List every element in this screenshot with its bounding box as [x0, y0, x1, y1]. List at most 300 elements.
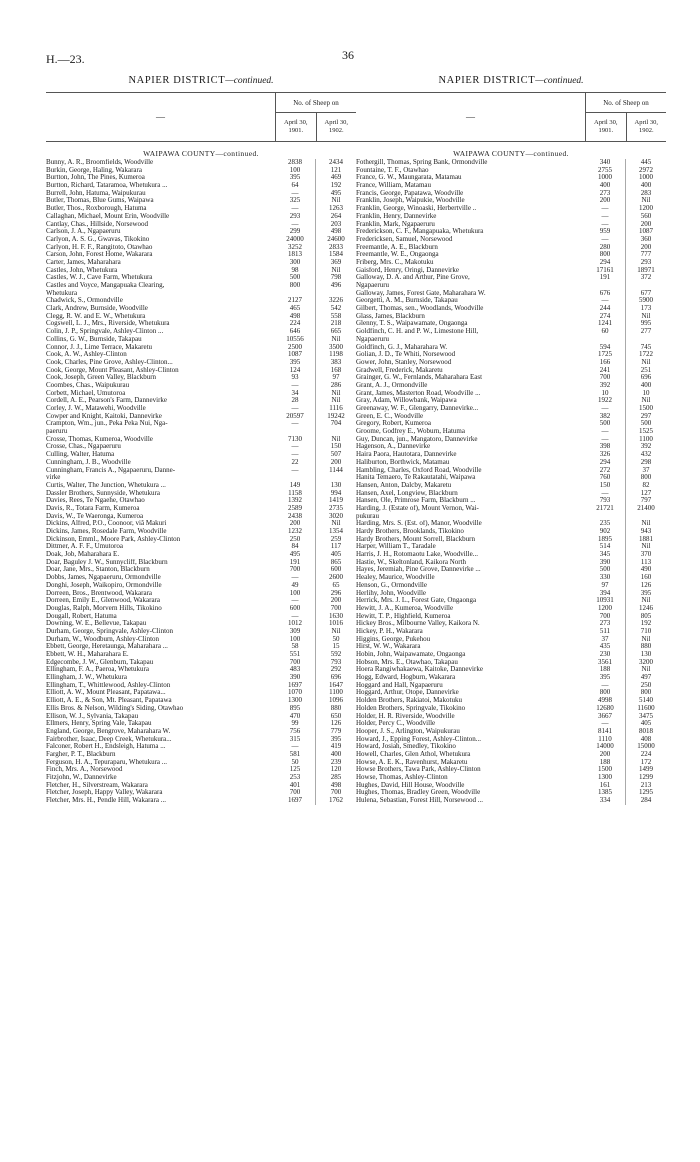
owner-name: Cook, Joseph, Green Valley, Blackburn: [46, 374, 157, 382]
sheep-1901: —: [585, 682, 626, 690]
sheep-1901: —: [585, 405, 626, 413]
owner-name: Culling, Walter, Hatuma: [46, 451, 115, 459]
owner-name: Fountaine, T. F., Otawhao: [356, 166, 429, 174]
sheep-1901: 1385: [585, 789, 626, 797]
sheep-1902: 18971: [637, 266, 655, 274]
owner-name: Cowper and Knight, Kaitoki, Dannevirke: [46, 412, 162, 420]
sheep-1902: 213: [640, 781, 652, 789]
sheep-1901: 395: [275, 174, 316, 182]
owner-name: Burrell, John, Hatuma, Waipukurau: [46, 189, 146, 197]
sheep-1902: [316, 428, 356, 436]
owner-name: Fitzjohn, W., Dannevirke: [46, 774, 117, 781]
sheep-1901: —: [275, 443, 316, 451]
owner-name: Hastie, W., Skeltonland, Kaikora North: [356, 558, 467, 566]
table-row: [46, 197, 356, 205]
sheep-1901: 902: [585, 528, 626, 536]
table-row: [46, 390, 356, 398]
sheep-1901: 315: [275, 736, 316, 744]
sheep-1902: 798: [330, 274, 342, 282]
table-header: [356, 92, 666, 142]
table-row: [46, 205, 356, 213]
owner-name: Glass, James, Blackburn: [356, 312, 425, 320]
table-row: [356, 651, 666, 659]
sheep-1902: 200: [640, 243, 652, 251]
sheep-1902: 173: [640, 305, 652, 313]
owner-name: Castles and Voyce, Mangapuaka Clearing,: [46, 282, 165, 289]
sheep-1901: 390: [585, 559, 626, 567]
owner-name: Healey, Maurice, Woodville: [356, 574, 435, 582]
table-row: [46, 597, 356, 605]
sheep-1902: Nil: [641, 358, 651, 366]
sheep-1902: 298: [640, 458, 652, 466]
sheep-1901: [585, 336, 626, 344]
owner-name: Corbett, Michael, Umutoroa: [46, 389, 126, 397]
sheep-1901: 97: [585, 582, 626, 590]
owner-name: Ellingham, T., Whittlewood, Ashley-Clinton: [46, 681, 171, 689]
table-row: [356, 613, 666, 621]
sheep-1901: —: [275, 405, 316, 413]
sheep-1901: 1232: [275, 528, 316, 536]
table-row: [46, 789, 356, 797]
table-row: [46, 513, 356, 521]
table-row: [46, 297, 356, 305]
sheep-1902: 200: [640, 220, 652, 228]
owner-name: Connor, J. J., Lime Terrace, Makaretu: [46, 343, 153, 351]
table-row: [46, 228, 356, 236]
owner-name: Hooper, J. S., Arlington, Waipukurau: [356, 727, 460, 735]
table-row: [46, 382, 356, 390]
sheep-1902: 1198: [329, 351, 343, 359]
owner-name: Dougall, Robert, Hatuma: [46, 612, 117, 620]
table-row: [356, 797, 666, 805]
sheep-1901: 272: [585, 467, 626, 475]
table-row: [356, 713, 666, 721]
table-row: [46, 159, 356, 167]
sheep-1901: 84: [275, 543, 316, 551]
sheep-1901: 37: [585, 636, 626, 644]
owner-name: paeruru: [46, 428, 68, 436]
owner-name: Galloway, D. A. and Arthur, Pine Grove,: [356, 274, 470, 282]
sheep-1902: 542: [330, 305, 342, 313]
sheep-1901: 7130: [275, 436, 316, 444]
table-row: [46, 505, 356, 513]
table-row: [356, 221, 666, 229]
sheep-1901: 334: [585, 797, 626, 805]
owner-name: Elliott, A. W., Mount Pleasant, Papatawa...: [46, 689, 166, 697]
sheep-1901: 330: [585, 574, 626, 582]
table-row: [46, 174, 356, 182]
sheep-1902: 372: [640, 274, 652, 282]
sheep-1902: 250: [640, 681, 652, 689]
sheep-1902: 5900: [639, 297, 653, 305]
sheep-1902: 797: [640, 497, 652, 505]
owner-name: Hickey, P. H., Wakarara: [356, 627, 423, 635]
table-row: [356, 167, 666, 175]
table-row: [46, 420, 356, 428]
table-row: [46, 574, 356, 582]
owner-name: Donghi, Joseph, Waikopiro, Ormondville: [46, 581, 162, 589]
sheep-1901: 244: [585, 305, 626, 313]
sheep-1902: 1299: [639, 774, 653, 781]
sheep-1902: 5140: [639, 697, 653, 705]
sheep-1901: [585, 513, 626, 521]
sheep-1901: 3252: [275, 244, 316, 252]
owner-name: Crosse, Thomas, Kumeroa, Woodville: [46, 435, 153, 443]
sheep-1902: Nil: [331, 435, 341, 443]
table-row: [356, 413, 666, 421]
sheep-1901: 1813: [275, 251, 316, 259]
page-identifier: H.—23.: [46, 52, 85, 66]
owner-name: Fairbrother, Isaac, Deep Creek, Whetukura...: [46, 735, 172, 743]
sheep-1901: 17161: [585, 267, 626, 275]
table-row: [356, 420, 666, 428]
sheep-1902: Nil: [331, 389, 341, 397]
sheep-1902: 360: [640, 235, 652, 243]
sheep-1901: 100: [275, 636, 316, 644]
sheep-1902: 700: [330, 604, 342, 612]
owner-name: Cordell, A. E., Pearson's Farm, Dannevirke: [46, 397, 168, 405]
owner-name: Fredericksen, Samuel, Norsewood: [356, 235, 453, 243]
sheep-1902: Nil: [641, 635, 651, 643]
header-sheep-group: No. of Sheep on: [276, 93, 356, 113]
table-row: [356, 736, 666, 744]
sheep-1901: 191: [275, 559, 316, 567]
sheep-1902: 498: [330, 228, 342, 236]
sheep-1902: 3020: [329, 512, 343, 520]
sheep-1901: 1012: [275, 620, 316, 628]
sheep-1902: 286: [330, 381, 342, 389]
sheep-1902: 126: [330, 720, 342, 728]
sheep-1902: 495: [330, 189, 342, 197]
owner-name: Carlyon, A. S. G., Gwavas, Tikokino: [46, 235, 150, 243]
table-row: [356, 159, 666, 167]
sheep-1902: 419: [330, 743, 342, 751]
sheep-1901: —: [585, 297, 626, 305]
sheep-1901: 500: [585, 566, 626, 574]
table-row: [46, 413, 356, 421]
sheep-1902: Nil: [641, 312, 651, 320]
sheep-1902: 224: [640, 750, 652, 758]
sheep-1901: 293: [275, 213, 316, 221]
sheep-1902: 1246: [639, 604, 653, 612]
owner-name: Davis, W., Te Waeronga, Kumeroa: [46, 512, 144, 520]
table-row: [356, 467, 666, 475]
table-row: [356, 505, 666, 513]
sheep-1902: 395: [640, 589, 652, 597]
sheep-1902: 3200: [639, 658, 653, 666]
sheep-1902: 2972: [639, 166, 653, 174]
owner-name: Goldfinch, C. H. and P. W., Limestone Hill,: [356, 328, 479, 336]
sheep-1902: 1354: [329, 528, 343, 535]
sheep-1901: 756: [275, 728, 316, 736]
sheep-1901: 1697: [275, 682, 316, 690]
table-row: [46, 320, 356, 328]
sheep-1902: 1200: [639, 205, 653, 213]
owner-name: Cook, George, Mount Pleasant, Ashley-Clinton: [46, 366, 179, 374]
table-row: [356, 374, 666, 382]
header-1901: April 30, 1901.: [276, 113, 317, 141]
owner-name: Fletcher, H., Silverstream, Wakarara: [46, 781, 148, 789]
owner-name: Guy, Duncan, jun., Mangatoro, Dannevirke: [356, 435, 478, 443]
sheep-1902: 297: [640, 412, 652, 420]
sheep-1901: 1087: [275, 351, 316, 359]
sheep-1901: 800: [275, 282, 316, 290]
sheep-1902: 203: [330, 220, 342, 228]
table-header: [46, 92, 356, 142]
sheep-1901: 700: [275, 789, 316, 797]
table-row: [356, 443, 666, 451]
header-name-column: —: [46, 93, 276, 141]
sheep-1901: 1241: [585, 320, 626, 328]
owner-name: Ngapaeruru: [356, 335, 390, 343]
sheep-1902: 2600: [329, 574, 343, 582]
sheep-1902: 600: [330, 566, 342, 574]
sheep-1902: 10: [642, 389, 650, 397]
owner-name: England, George, Bengrove, Maharahara W.: [46, 727, 171, 735]
table-row: [46, 374, 356, 382]
sheep-1902: 296: [330, 589, 342, 597]
table-row: [356, 305, 666, 313]
table-row: [46, 620, 356, 628]
owner-name: Coombes, Chas., Waipukurau: [46, 381, 130, 389]
sheep-1902: 150: [330, 443, 342, 451]
owner-name: Fletcher, Mrs. H., Pendle Hill, Wakarara ...: [46, 797, 166, 805]
sheep-1902: 130: [330, 481, 342, 489]
sheep-1902: 369: [330, 258, 342, 266]
owner-name: Dickins, James, Rosedale Farm, Woodville: [46, 528, 167, 535]
sheep-1901: 395: [585, 674, 626, 682]
sheep-1901: 191: [585, 274, 626, 282]
sheep-1902: 665: [330, 328, 342, 336]
sheep-1901: 500: [275, 274, 316, 282]
table-row: [46, 251, 356, 259]
table-row: [46, 720, 356, 728]
owner-name: Corley, J. W., Matawehi, Woodville: [46, 405, 146, 412]
owner-name: Hoggard, Arthur, Otope, Dannevirke: [356, 689, 459, 697]
table-row: [46, 636, 356, 644]
owner-name: Colin, J. P., Springvale, Ashley-Clinton ...: [46, 328, 164, 336]
owner-name: Dickinson, Emml., Moore Park, Ashley-Clinton: [46, 535, 181, 543]
table-row: [46, 728, 356, 736]
sheep-1902: 192: [640, 620, 652, 628]
table-row: [356, 559, 666, 567]
table-row: [356, 536, 666, 544]
table-row: [356, 582, 666, 590]
sheep-1902: 1499: [639, 766, 653, 774]
sheep-1901: 200: [585, 197, 626, 205]
sheep-1901: 345: [585, 551, 626, 559]
sheep-1902: 490: [640, 566, 652, 574]
owner-name: Dobbs, James, Ngapaeruru, Ormondville: [46, 574, 161, 582]
sheep-1901: 2500: [275, 344, 316, 352]
table-row: [46, 605, 356, 613]
sheep-1901: 1392: [275, 497, 316, 505]
sheep-1902: 469: [330, 174, 342, 182]
sheep-1902: Nil: [641, 597, 651, 605]
sheep-1902: Nil: [641, 520, 651, 528]
sheep-1901: 465: [275, 305, 316, 313]
owner-name: Ellingham, F. A., Paeroa, Whetukura: [46, 666, 149, 674]
sheep-1902: 117: [330, 543, 342, 551]
table-row: [356, 351, 666, 359]
table-row: [356, 359, 666, 367]
sheep-1901: [275, 474, 316, 482]
sheep-1901: 230: [585, 651, 626, 659]
table-row: [356, 782, 666, 790]
owner-name: Hambling, Charles, Oxford Road, Woodville: [356, 466, 482, 474]
table-row: [356, 259, 666, 267]
table-row: [46, 759, 356, 767]
owner-name: Cunningham, J. B., Woodville: [46, 458, 131, 466]
sheep-1901: 149: [275, 482, 316, 490]
table-row: [46, 428, 356, 436]
owners-table: [356, 159, 666, 805]
sheep-1901: 395: [275, 359, 316, 367]
owner-name: Finch, Mrs. A., Norsewood: [46, 766, 123, 774]
sheep-1902: 793: [330, 658, 342, 666]
sheep-1902: 779: [330, 727, 342, 735]
sheep-1902: 395: [330, 735, 342, 743]
table-row: [46, 267, 356, 275]
sheep-1902: Nil: [331, 520, 341, 528]
sheep-1902: 1419: [329, 497, 343, 505]
sheep-1902: 292: [330, 666, 342, 674]
table-row: [46, 497, 356, 505]
sheep-1902: 285: [330, 774, 342, 781]
sheep-1902: 650: [330, 712, 342, 720]
owner-name: Castles, W. J., Cave Farm, Whetukura: [46, 274, 153, 282]
header-1902: April 30, 1902.: [634, 119, 658, 134]
owner-name: Davis, R., Totara Farm, Kumeroa: [46, 504, 140, 512]
sheep-1902: 50: [332, 635, 340, 643]
sheep-1902: 507: [330, 451, 342, 459]
table-row: [356, 474, 666, 482]
table-row: [356, 267, 666, 275]
table-row: [356, 328, 666, 336]
sheep-1902: 592: [330, 651, 342, 658]
sheep-1901: 200: [585, 751, 626, 759]
table-row: [46, 274, 356, 282]
sheep-1901: 1300: [275, 697, 316, 705]
owners-table: [46, 159, 356, 805]
owner-name: Freemantle, W. E., Ongaonga: [356, 251, 439, 259]
sheep-1902: 1630: [329, 612, 343, 620]
owner-name: Gaisford, Henry, Oringi, Dannevirke: [356, 266, 459, 274]
owner-name: Dickins, Alfred, P.O., Coonoor, viâ Makuri: [46, 520, 167, 528]
sheep-1902: 3475: [639, 712, 653, 720]
table-row: [46, 674, 356, 682]
sheep-1902: Nil: [331, 627, 341, 635]
sheep-1901: 99: [275, 720, 316, 728]
owner-name: Franklin, George, Winoaski, Herbertville ..: [356, 205, 477, 213]
sheep-1901: —: [275, 613, 316, 621]
sheep-1902: 264: [330, 212, 342, 220]
owner-name: Friberg, Mrs. C., Makotuku: [356, 258, 434, 266]
table-row: [356, 405, 666, 413]
table-row: [46, 520, 356, 528]
table-row: [46, 351, 356, 359]
sheep-1901: 24000: [275, 236, 316, 244]
owner-name: Doar, Jane, Mrs., Stanton, Blackburn: [46, 566, 150, 574]
table-row: [356, 236, 666, 244]
sheep-1902: 2434: [329, 159, 343, 166]
sheep-1902: 277: [640, 328, 652, 336]
owner-name: Greenaway, W. F., Glengarry, Dannevirke...: [356, 405, 479, 412]
owner-name: Butler, Thos., Roxborough, Hatuma: [46, 205, 147, 213]
page-number: 36: [342, 48, 354, 62]
sheep-1901: 392: [585, 382, 626, 390]
sheep-1902: Nil: [641, 666, 651, 674]
owner-name: Carson, John, Forest Home, Wakarara: [46, 251, 153, 259]
sheep-1901: 273: [585, 620, 626, 628]
table-row: [356, 274, 666, 282]
table-row: [356, 643, 666, 651]
sheep-1902: 445: [640, 159, 652, 166]
sheep-1902: 370: [640, 551, 652, 559]
owner-name: Burkin, George, Haling, Wakarara: [46, 166, 142, 174]
sheep-1902: 1144: [329, 466, 343, 474]
table-row: [46, 689, 356, 697]
owner-name: Howard, J., Epping Forest, Ashley-Clinton...: [356, 735, 482, 743]
sheep-1901: 200: [275, 520, 316, 528]
owner-name: Ebbett, W. H., Maharahara E.: [46, 651, 129, 658]
owner-name: Harding, J. (Estate of), Mount Vernon, Wai-: [356, 504, 479, 512]
sheep-1901: 274: [585, 313, 626, 321]
table-row: [356, 759, 666, 767]
table-row: [356, 697, 666, 705]
table-row: [356, 551, 666, 559]
owner-name: Gower, John, Stanley, Norsewood: [356, 358, 452, 366]
owner-name: virke: [46, 474, 61, 482]
owner-name: Fletcher, Joseph, Happy Valley, Wakarara: [46, 789, 163, 797]
table-row: [356, 297, 666, 305]
table-row: [356, 320, 666, 328]
owner-name: Goldfinch, G. J., Maharahara W.: [356, 343, 448, 351]
table-row: [46, 782, 356, 790]
owner-name: Collins, G. W., Burnside, Takapau: [46, 335, 142, 343]
sheep-1902: 15: [332, 643, 340, 651]
owner-name: Clark, Andrew, Burnside, Woodville: [46, 305, 148, 313]
sheep-1901: —: [275, 205, 316, 213]
owner-name: Dorreen, Bros., Brentwood, Wakarara: [46, 589, 153, 597]
sheep-1901: 2755: [585, 167, 626, 175]
table-row: [356, 482, 666, 490]
sheep-1902: 677: [640, 289, 652, 297]
table-row: [356, 282, 666, 290]
sheep-1902: 498: [330, 781, 342, 789]
sheep-1902: 1100: [639, 435, 653, 443]
sheep-1902: 880: [330, 704, 342, 712]
owner-name: Holder, Percy C., Woodville: [356, 720, 436, 728]
table-row: [356, 659, 666, 667]
owner-name: Clegg, R. W. and E. W., Whetukura: [46, 312, 146, 320]
sheep-1901: 294: [585, 459, 626, 467]
sheep-1902: Nil: [331, 397, 341, 405]
sheep-1901: —: [275, 420, 316, 428]
sheep-1901: 325: [275, 197, 316, 205]
sheep-1902: 1000: [639, 174, 653, 182]
owner-name: Curtis, Walter, The Junction, Whetukura ...: [46, 481, 166, 489]
owner-name: Herlihy, John, Woodville: [356, 589, 427, 597]
sheep-1901: 50: [275, 759, 316, 767]
owner-name: Hogg, Edward, Hogburn, Wakarara: [356, 674, 456, 682]
sheep-1902: 120: [330, 766, 342, 774]
table-row: [46, 774, 356, 782]
table-row: [356, 182, 666, 190]
sheep-1901: 10931: [585, 597, 626, 605]
sheep-1902: 218: [330, 320, 342, 328]
table-row: [46, 536, 356, 544]
